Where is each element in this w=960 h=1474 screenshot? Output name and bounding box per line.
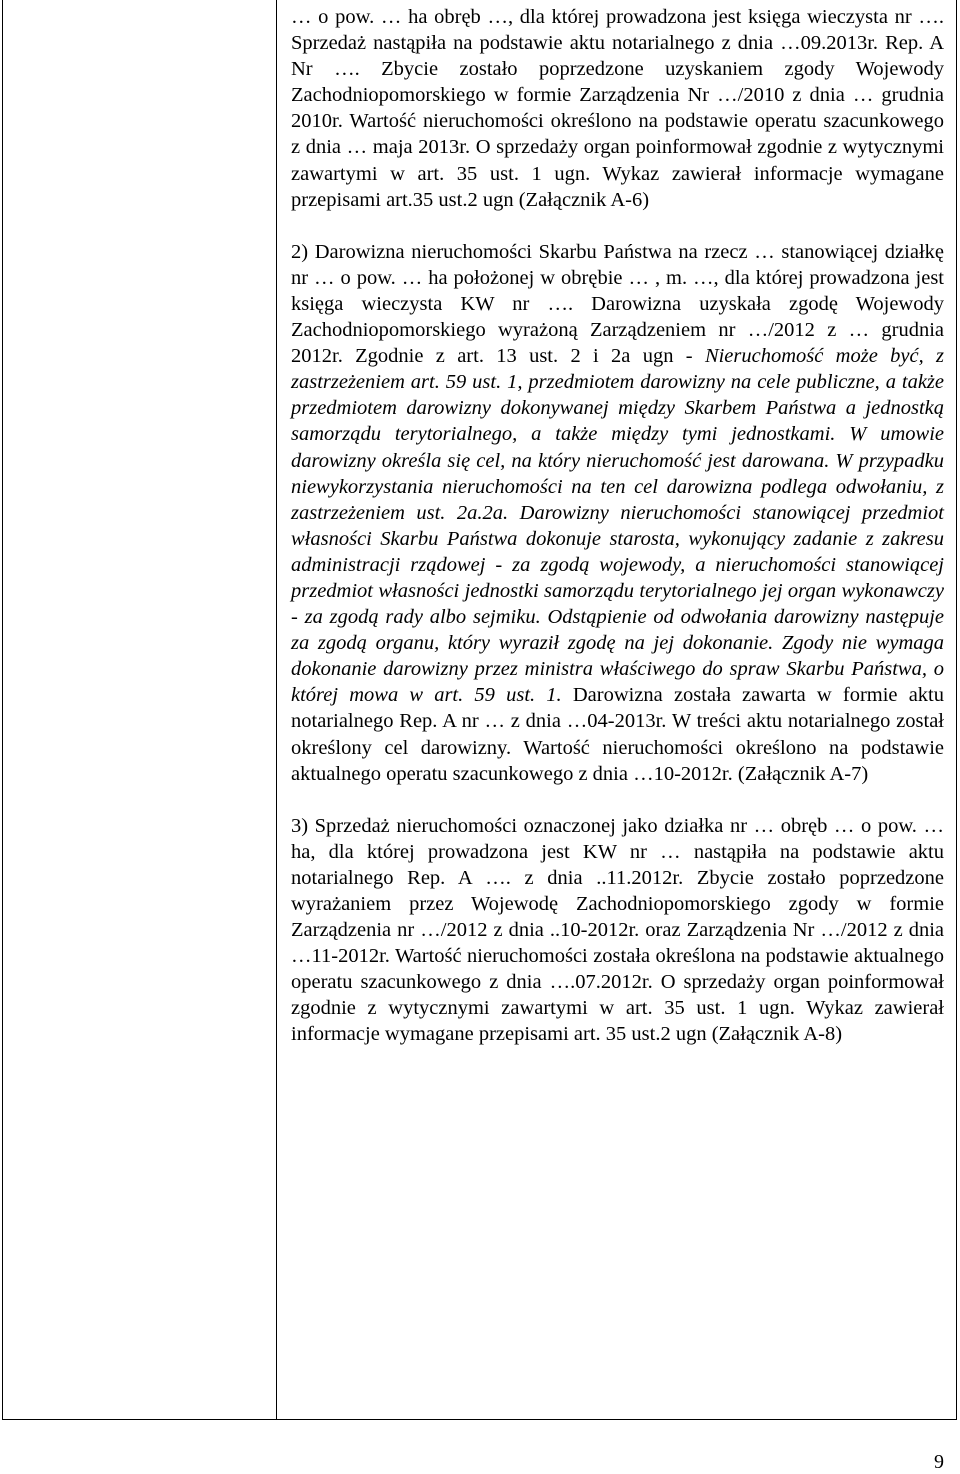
paragraph-gap [291,787,944,813]
paragraph-2-text-intro: 2) Darowizna nieruchomości Skarbu Państwa na rzecz … stanowiącej działkę nr … o pow. … ha położonej w obrębie … , m. …, dla której prowadzona jest księga wieczysta KW nr …. Darowizna uzyskała zgodę Wojewody Zachodniopomorskiego wyrażoną Zarządzeniem nr …/2012 z … grudnia 2012r. Zgodnie z art. 13 ust. 2 i 2a ugn - [291,240,944,368]
paragraph-2-text-outro: Darowizna została zawarta w formie aktu notarialnego Rep. A nr … z dnia …04-2013r. W treści aktu notarialnego został określony cel darowizny. Wartość nieruchomości określono na podstawie aktualnego operatu szacunkowego z dnia …10-2012r. (Załącznik A-7) [291,684,944,785]
paragraph-1-text: … o pow. … ha obręb …, dla której prowadzona jest księga wieczysta nr …. Sprzedaż nastąpiła na podstawie aktu notarialnego z dnia …09.2013r. Rep. A Nr …. Zbycie zostało poprzedzone uzyskaniem zgody Wojewody Zachodniopomorskiego w formie Zarządzenia Nr …/2010 z dnia … grudnia 2010r. Wartość nieruchomości określono na podstawie operatu szacunkowego z dnia … maja 2013r. O sprzedaży organ poinformował zgodnie z wytycznymi zawartymi w art. 35 ust. 1 ugn. Wykaz zawierał informacje wymagane przepisami art.35 ust.2 ugn (Załącznik A-6) [291,6,944,211]
paragraph-2-legal-quote: Nieruchomość może być, z zastrzeżeniem art. 59 ust. 1, przedmiotem darowizny na cele publiczne, a także przedmiotem darowizny dokonywanej między Skarbem Państwa a jednostką samorządu terytorialnego, a także między tymi jednostkami. W umowie darowizny określa się cel, na który nieruchomość jest darowana. W przypadku niewykorzystania nieruchomości na ten cel darowizna podlega odwołaniu, z zastrzeżeniem ust. 2a.2a. Darowizny nieruchomości stanowiącej przedmiot własności Skarbu Państwa dokonuje starosta, wykonujący zadanie z zakresu administracji rządowej - za zgodą wojewody, a nieruchomości stanowiącej przedmiot własności jednostki samorządu terytorialnego jej organ wykonawczy - za zgodą rady albo sejmiku. Odstąpienie od odwołania darowizny następuje za zgodą organu, który wyraził zgodę na jej dokonanie. Zgody nie wymaga dokonanie darowizny przez ministra właściwego do spraw Skarbu Państwa, o której mowa w art. 59 ust. 1. [291,345,945,707]
document-body [291,4,944,1048]
paragraph-2 [291,239,944,787]
paragraph-gap [291,213,944,239]
paragraph-3 [291,813,944,1048]
paragraph-1 [291,4,944,213]
page-number: 9 [934,1451,944,1473]
paragraph-3-text: 3) Sprzedaż nieruchomości oznaczonej jako działka nr … obręb … o pow. … ha, dla której prowadzona jest KW nr … nastąpiła na podstawie aktu notarialnego Rep. A …. z dnia ..11.2012r. Zbycie zostało poprzedzone wyrażaniem przez Wojewodę Zachodniopomorskiego zgody w formie Zarządzenia nr …/2012 z dnia ..10-2012r. oraz Zarządzenia Nr …/2012 z dnia …11-2012r. Wartość nieruchomości została określona na podstawie aktualnego operatu szacunkowego z dnia ….07.2012r. O sprzedaży organ poinformował zgodnie z wytycznymi zawartymi w art. 35 ust. 1 ugn. Wykaz zawierał informacje wymagane przepisami art. 35 ust.2 ugn (Załącznik A-8) [291,814,944,1046]
table-column-divider [276,0,277,1420]
